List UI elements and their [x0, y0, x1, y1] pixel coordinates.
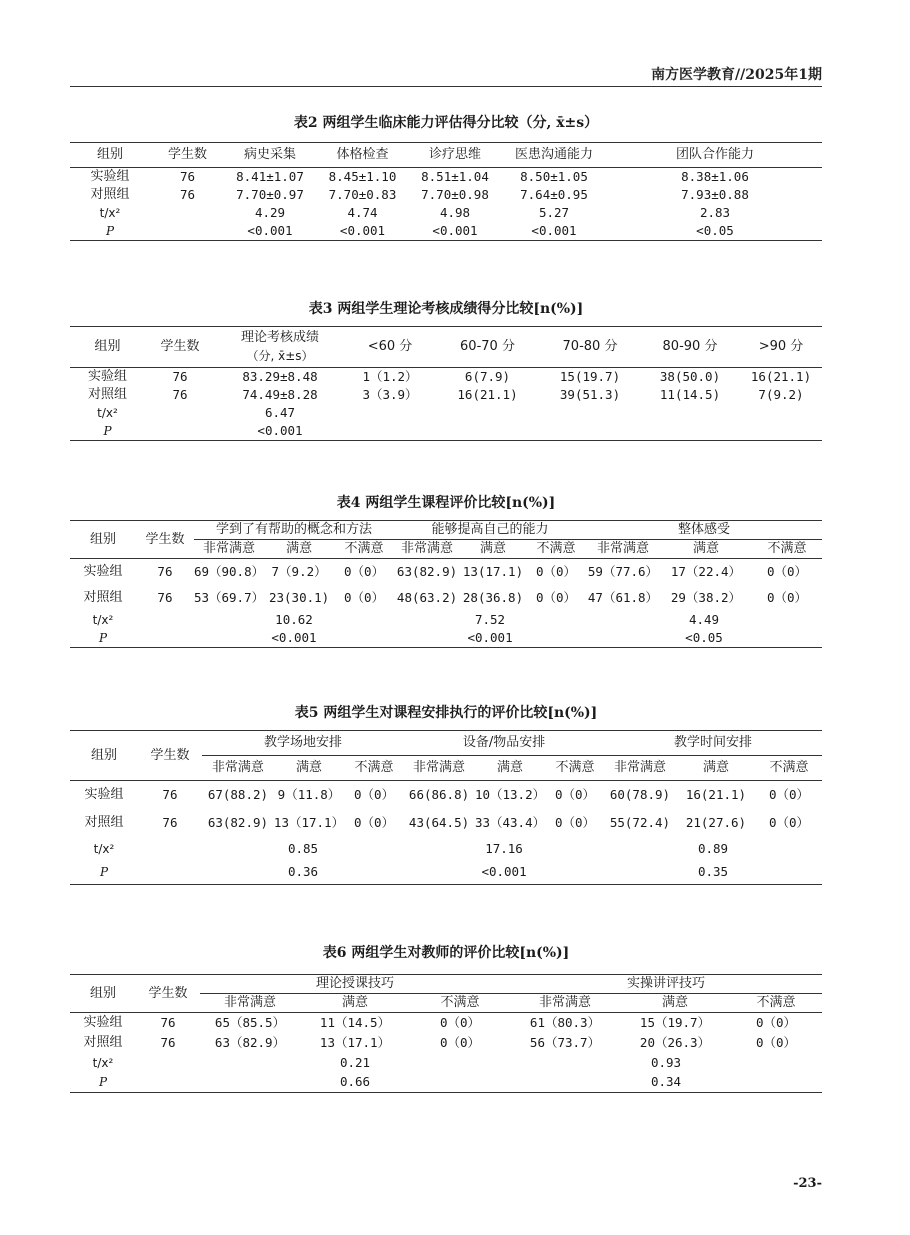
group-header: 实操讲评技巧: [510, 975, 822, 994]
subheader-cell: 不满意: [546, 756, 604, 781]
subheader-cell: 满意: [460, 540, 526, 559]
header-cell: 体格检查: [315, 143, 410, 168]
cell: 76: [157, 563, 173, 579]
cell: 8.41±1.07: [236, 169, 304, 184]
table2-caption: 表2 两组学生临床能力评估得分比较（分, x̄±s）: [293, 115, 599, 131]
cell: 0（0）: [766, 589, 807, 605]
table3: [70, 326, 822, 441]
cell: 7.70±0.83: [328, 187, 397, 202]
cell: 实验组: [83, 563, 123, 579]
cell: 16(21.1): [750, 369, 812, 384]
subheader-cell: 非常满意: [394, 540, 460, 559]
header-cell: 组别: [70, 327, 145, 368]
cell: 0（0）: [354, 786, 395, 802]
running-head: 南方医学教育//2025年1期: [651, 67, 822, 83]
cell: 9（11.8）: [277, 786, 341, 802]
cell: [435, 404, 540, 422]
cell: 对照组: [83, 1034, 123, 1050]
cell: 实验组: [90, 169, 130, 184]
cell: 56（73.7）: [529, 1034, 601, 1050]
cell: P: [99, 865, 109, 880]
cell: 76: [160, 1034, 176, 1050]
cell: 0（0）: [768, 786, 809, 802]
header-cell: 学生数: [145, 327, 215, 368]
cell: 33（43.4）: [474, 814, 546, 830]
header-cell: 组别: [70, 731, 138, 781]
cell: 47（61.8）: [587, 589, 659, 605]
cell: 17（22.4）: [670, 563, 742, 579]
cell: t/x²: [97, 406, 118, 420]
cell: 61（80.3）: [529, 1014, 601, 1030]
cell: 83.29±8.48: [242, 369, 318, 384]
cell: 76: [172, 369, 188, 384]
cell: 16(21.1): [457, 387, 518, 402]
cell: 8.45±1.10: [328, 169, 397, 184]
cell: [138, 837, 202, 861]
header-cell: 60-70 分: [435, 327, 540, 368]
table6: [70, 974, 822, 1093]
header-main: 理论考核成绩: [240, 330, 319, 345]
table-row: [70, 559, 822, 585]
subheader-cell: 不满意: [334, 540, 394, 559]
table-row: [70, 1053, 822, 1073]
cell: [640, 404, 740, 422]
subheader-cell: 不满意: [410, 994, 510, 1013]
cell: 11(14.5): [659, 387, 721, 402]
cell: 74.49±8.28: [242, 387, 318, 402]
table3-caption: 表3 两组学生理论考核成绩得分比较[n(%)]: [308, 301, 584, 317]
table5-caption: 表5 两组学生对课程安排执行的评价比较[n(%)]: [294, 705, 598, 721]
cell: 4.49: [688, 611, 720, 627]
cell: 2.83: [699, 205, 731, 220]
cell: 29（38.2）: [670, 589, 742, 605]
cell: [136, 629, 194, 648]
header-sub: （分, x̄±s）: [246, 349, 314, 363]
cell: 23(30.1): [268, 589, 330, 605]
cell: 76: [179, 169, 196, 184]
header-cell: 学生数: [138, 731, 202, 781]
cell: 38(50.0): [659, 369, 721, 384]
cell: 0（0）: [755, 1014, 797, 1030]
cell: P: [105, 224, 115, 238]
subheader-cell: 满意: [660, 540, 752, 559]
cell: 55(72.4): [609, 814, 671, 830]
cell: 76: [162, 814, 178, 830]
cell: [540, 404, 640, 422]
cell: 0（0）: [554, 814, 596, 830]
header-cell: 诊疗思维: [410, 143, 500, 168]
cell: 13(17.1): [462, 563, 524, 579]
cell: <0.001: [339, 223, 386, 238]
cell: [345, 404, 435, 422]
subheader-cell: 非常满意: [604, 756, 676, 781]
cell: 对照组: [90, 187, 130, 202]
group-header: 教学时间安排: [604, 731, 822, 756]
cell: 13（17.1）: [273, 814, 345, 830]
table-row: [70, 404, 822, 422]
subheader-cell: 满意: [474, 756, 546, 781]
cell: 48(63.2): [396, 589, 458, 605]
cell: 20（26.3）: [639, 1034, 711, 1050]
subheader-cell: 非常满意: [202, 756, 274, 781]
cell: [136, 611, 194, 629]
cell: 0（0）: [535, 589, 577, 605]
cell: 28(36.8): [462, 589, 524, 605]
group-header: 学到了有帮助的概念和方法: [194, 521, 394, 540]
cell: 63(82.9): [207, 814, 269, 830]
cell: [145, 404, 215, 422]
cell: 3（3.9）: [362, 387, 418, 402]
cell: 0（0）: [768, 814, 809, 830]
table-row: [70, 1013, 822, 1033]
table-row: [70, 861, 822, 885]
cell: 7.70±0.98: [421, 187, 489, 202]
table-row: [70, 837, 822, 861]
subheader-cell: 不满意: [526, 540, 586, 559]
group-header: 理论授课技巧: [200, 975, 510, 994]
cell: <0.001: [531, 223, 577, 238]
cell: 1（1.2）: [362, 369, 418, 384]
cell: 76: [179, 187, 196, 202]
cell: 对照组: [83, 589, 123, 605]
cell: 10.62: [275, 611, 313, 627]
cell: 76: [172, 387, 188, 402]
cell: 0（0）: [755, 1034, 797, 1050]
table-row: [70, 1073, 822, 1093]
subheader-cell: 非常满意: [404, 756, 474, 781]
cell: 0.21: [339, 1054, 371, 1070]
group-header: 教学场地安排: [202, 731, 404, 756]
cell: 0.66: [339, 1074, 371, 1090]
cell: t/x²: [92, 612, 114, 627]
table4-caption: 表4 两组学生课程评价比较[n(%)]: [336, 495, 556, 511]
cell: <0.001: [247, 223, 293, 238]
cell: 7(9.2): [758, 387, 804, 402]
cell: 59（77.6）: [587, 563, 659, 579]
cell: [740, 422, 822, 441]
cell: 76: [160, 1014, 176, 1030]
cell: 0.36: [287, 864, 319, 880]
cell: [150, 204, 225, 222]
cell: <0.001: [257, 423, 303, 438]
table-row: [70, 168, 822, 187]
cell: 67(88.2): [207, 786, 269, 802]
cell: 66(86.8): [408, 786, 470, 802]
cell: t/x²: [99, 206, 121, 220]
cell: <0.001: [467, 629, 513, 645]
cell: 21(27.6): [685, 814, 747, 830]
cell: [345, 422, 435, 441]
table5: [70, 730, 822, 885]
cell: 7（9.2）: [271, 563, 327, 579]
header-cell: 学生数: [150, 143, 225, 168]
cell: <0.001: [271, 629, 317, 645]
cell: 65（85.5）: [214, 1014, 286, 1030]
cell: 8.38±1.06: [681, 169, 749, 184]
cell: 69（90.8）: [193, 563, 265, 579]
header-cell: 组别: [70, 521, 136, 559]
cell: 43(64.5): [408, 814, 470, 830]
header-cell: 学生数: [136, 975, 200, 1013]
cell: 0.89: [697, 840, 729, 856]
cell: 8.51±1.04: [421, 169, 489, 184]
subheader-cell: 满意: [274, 756, 344, 781]
header-cell: >90 分: [740, 327, 822, 368]
cell: <0.001: [432, 223, 478, 238]
table-row: [70, 368, 822, 387]
subheader-cell: 满意: [300, 994, 410, 1013]
cell: 76: [162, 786, 178, 802]
subheader-cell: 非常满意: [510, 994, 620, 1013]
cell: <0.05: [685, 629, 723, 645]
cell: [740, 404, 822, 422]
cell: 0.93: [650, 1054, 682, 1070]
cell: <0.001: [481, 864, 527, 880]
cell: t/x²: [93, 841, 115, 856]
cell: 63(82.9): [396, 563, 458, 579]
table2: [70, 142, 822, 241]
cell: 0.35: [697, 864, 729, 880]
header-cell: 医患沟通能力: [500, 143, 608, 168]
cell: 15（19.7）: [639, 1014, 711, 1030]
subheader-cell: 满意: [620, 994, 730, 1013]
cell: 7.64±0.95: [520, 187, 588, 202]
cell: 7.52: [474, 611, 506, 627]
cell: 76: [157, 589, 173, 605]
cell: 11（14.5）: [319, 1014, 391, 1030]
subheader-cell: 满意: [676, 756, 756, 781]
cell: P: [98, 1075, 108, 1090]
cell: 0（0）: [766, 563, 807, 579]
table-row: [70, 809, 822, 837]
subheader-cell: 不满意: [730, 994, 822, 1013]
cell: 4.74: [347, 205, 378, 220]
header-cell: 组别: [70, 975, 136, 1013]
group-header: 能够提高自己的能力: [394, 521, 586, 540]
cell: t/x²: [92, 1055, 114, 1070]
header-cell: 80-90 分: [640, 327, 740, 368]
cell: [136, 1053, 200, 1073]
cell: [145, 422, 215, 441]
cell: <0.05: [696, 223, 734, 238]
header-cell: [215, 327, 345, 368]
cell: 对照组: [84, 814, 124, 830]
table6-caption: 表6 两组学生对教师的评价比较[n(%)]: [322, 945, 570, 961]
subheader-cell: 不满意: [756, 756, 822, 781]
cell: 8.50±1.05: [520, 169, 588, 184]
cell: P: [98, 630, 108, 645]
cell: 0（0）: [439, 1034, 481, 1050]
cell: 13（17.1）: [319, 1034, 391, 1050]
cell: 60(78.9): [609, 786, 671, 802]
cell: 0.34: [650, 1074, 682, 1090]
table-row: [70, 422, 822, 441]
header-cell: 70-80 分: [540, 327, 640, 368]
cell: 15(19.7): [559, 369, 621, 384]
group-header: 整体感受: [586, 521, 822, 540]
subheader-cell: 不满意: [344, 756, 404, 781]
table-row: [70, 585, 822, 611]
header-cell: 团队合作能力: [608, 143, 822, 168]
cell: 17.16: [485, 840, 523, 856]
table-row: [70, 222, 822, 241]
cell: 实验组: [87, 369, 127, 384]
table4: [70, 520, 822, 648]
cell: 0（0）: [344, 563, 385, 579]
cell: 0（0）: [344, 589, 385, 605]
header-cell: 学生数: [136, 521, 194, 559]
table-row: [70, 781, 822, 809]
cell: 4.98: [439, 205, 471, 220]
cell: 6.47: [264, 405, 296, 420]
cell: 16(21.1): [685, 786, 747, 802]
group-header: 设备/物品安排: [404, 731, 604, 756]
cell: 0（0）: [535, 563, 577, 579]
cell: 实验组: [83, 1014, 123, 1030]
header-cell: 组别: [70, 143, 150, 168]
cell: [150, 222, 225, 241]
cell: 5.27: [538, 205, 570, 220]
cell: 7.93±0.88: [681, 187, 749, 202]
header-rule: [70, 86, 822, 87]
cell: 0（0）: [439, 1014, 481, 1030]
cell: [540, 422, 640, 441]
subheader-cell: 非常满意: [194, 540, 264, 559]
cell: 0.85: [287, 840, 319, 856]
table-row: [70, 1033, 822, 1053]
table-row: [70, 204, 822, 222]
subheader-cell: 非常满意: [200, 994, 300, 1013]
cell: 实验组: [84, 786, 124, 802]
cell: 7.70±0.97: [236, 187, 304, 202]
header-cell: 病史采集: [225, 143, 315, 168]
cell: [136, 1073, 200, 1093]
subheader-cell: 非常满意: [586, 540, 660, 559]
cell: 0（0）: [554, 786, 596, 802]
cell: 63（82.9）: [214, 1034, 286, 1050]
subheader-cell: 不满意: [752, 540, 822, 559]
cell: 39(51.3): [559, 387, 621, 402]
cell: 53（69.7）: [193, 589, 265, 605]
table-row: [70, 611, 822, 629]
cell: 对照组: [87, 387, 127, 402]
cell: 4.29: [254, 205, 286, 220]
table-row: [70, 186, 822, 204]
cell: 10（13.2）: [474, 786, 546, 802]
cell: 0（0）: [354, 814, 395, 830]
page-number: -23-: [793, 1176, 822, 1191]
cell: [435, 422, 540, 441]
cell: [640, 422, 740, 441]
cell: 6(7.9): [464, 369, 511, 384]
subheader-cell: 满意: [264, 540, 334, 559]
cell: P: [103, 424, 112, 438]
header-cell: <60 分: [345, 327, 435, 368]
table-row: [70, 386, 822, 404]
table-row: [70, 629, 822, 648]
cell: [138, 861, 202, 885]
